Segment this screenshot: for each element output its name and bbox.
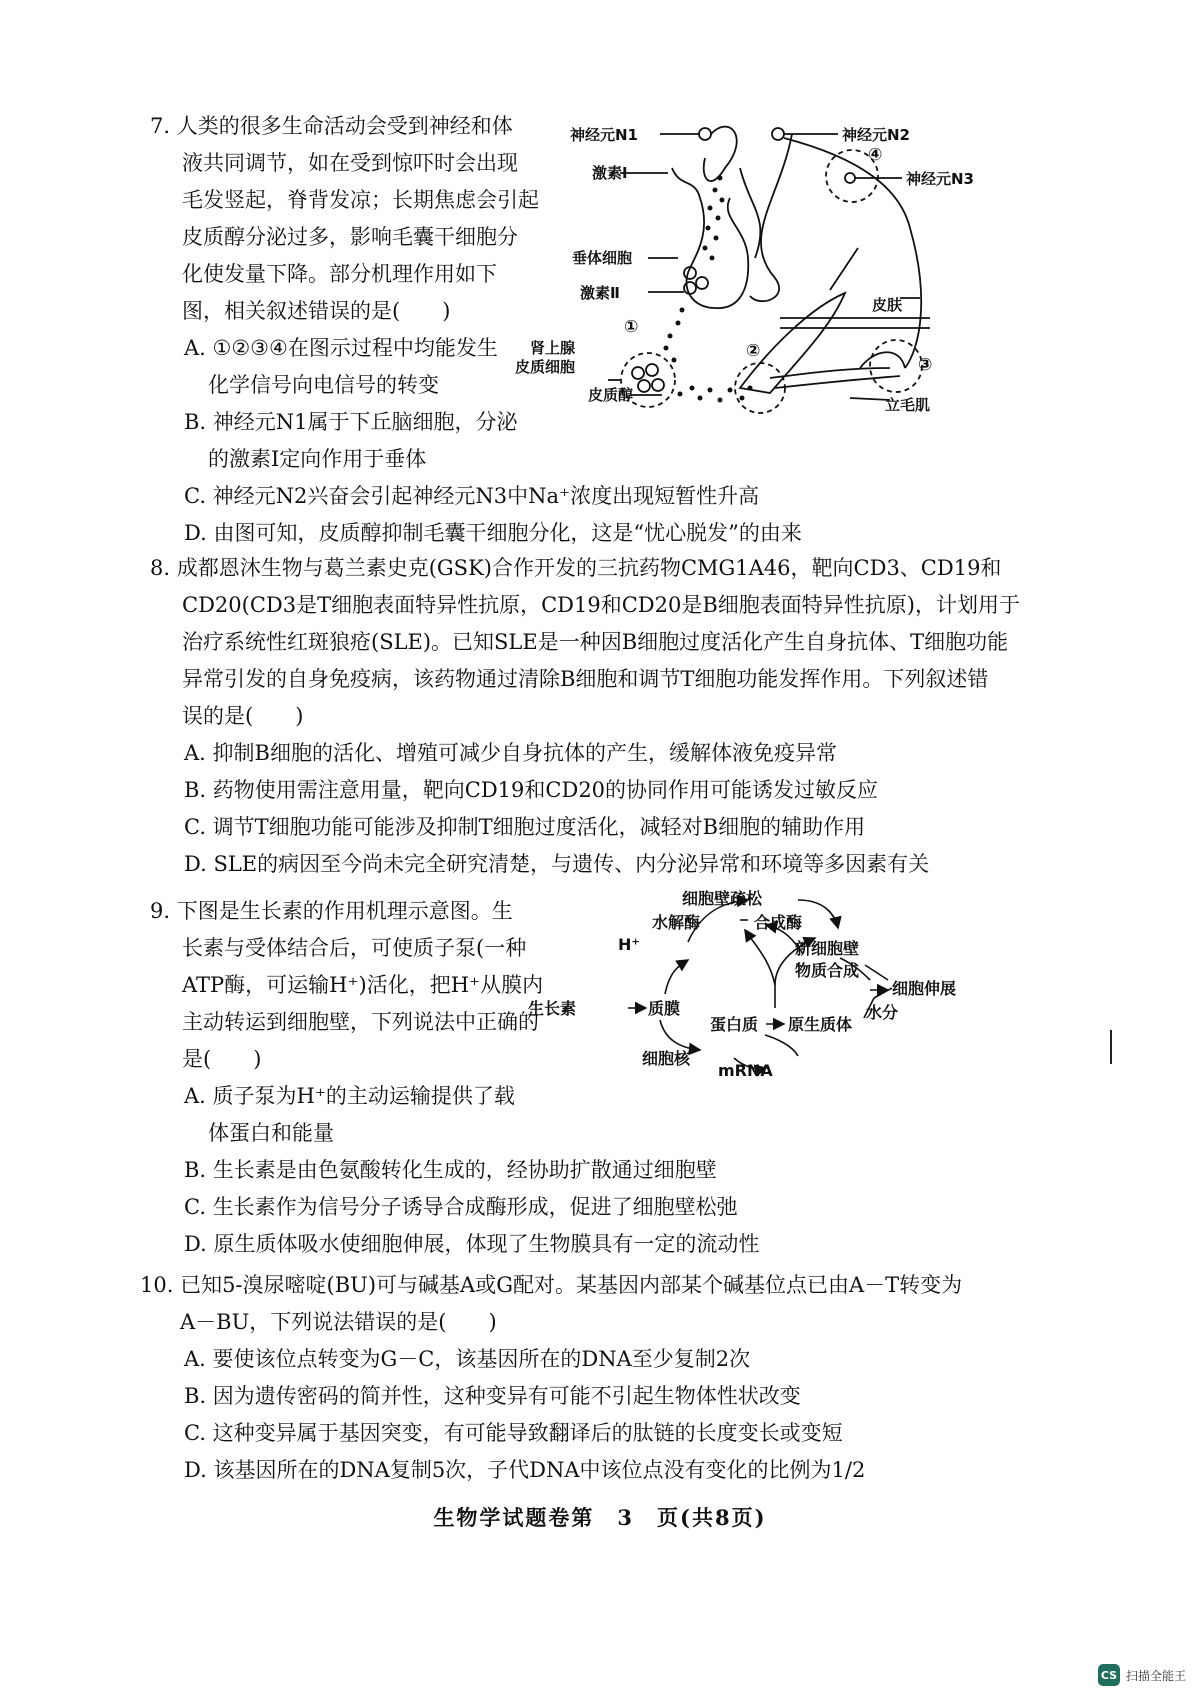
q8-option-a: A. 抑制B细胞的活化、增殖可减少自身抗体的产生，缓解体液免疫异常 <box>184 741 837 765</box>
label-elongation: 细胞伸展 <box>892 979 957 998</box>
label-protein: 蛋白质 <box>710 1015 759 1034</box>
label-adrenal2: 皮质细胞 <box>515 358 576 376</box>
label-hormone1: 激素Ⅰ <box>592 164 628 182</box>
scanner-name: 扫描全能王 <box>1126 1668 1187 1683</box>
label-n2: 神经元N2 <box>842 126 910 144</box>
q10-stem-line: 10. 已知5-溴尿嘧啶(BU)可与碱基A或G配对。某基因内部某个碱基位点已由A－T转变为 <box>140 1273 963 1297</box>
q7-stem-line: 毛发竖起，脊背发凉；长期焦虑会引起 <box>182 188 539 212</box>
label-mrna: mRNA <box>718 1061 773 1080</box>
label-hydrolase: 水解酶 <box>652 913 701 932</box>
label-pituitary: 垂体细胞 <box>572 249 633 267</box>
label-nucleus: 细胞核 <box>642 1049 691 1068</box>
q8-stem-line: CD20(CD3是T细胞表面特异性抗原，CD19和CD20是B细胞表面特异性抗原)，计划用于 <box>182 593 1020 617</box>
scan-mark <box>1110 1030 1112 1064</box>
label-c3: ③ <box>918 355 933 375</box>
label-cortisol: 皮质醇 <box>588 386 634 404</box>
q8-stem-line: 异常引发的自身免疫病，该药物通过清除B细胞和调节T细胞功能发挥作用。下列叙述错 <box>182 667 989 691</box>
label-hormone2: 激素Ⅱ <box>580 284 620 302</box>
label-protoplast: 原生质体 <box>788 1015 853 1034</box>
label-new-wall1: 新细胞壁 <box>795 939 860 958</box>
q9-option-b: B. 生长素是由色氨酸转化生成的，经协助扩散通过细胞壁 <box>184 1158 717 1182</box>
label-skin: 皮肤 <box>872 296 903 314</box>
q9-option-a: A. 质子泵为H⁺的主动运输提供了载 <box>184 1084 515 1108</box>
label-auxin: 生长素 <box>528 999 577 1018</box>
page-footer: 生物学试题卷第 3 页(共8页) <box>433 1505 767 1530</box>
q8-option-b: B. 药物使用需注意用量，靶向CD19和CD20的协同作用可能诱发过敏反应 <box>184 778 879 802</box>
q9-stem-line: 长素与受体结合后，可使质子泵(一种 <box>182 936 527 960</box>
q9-stem-line: 9. 下图是生长素的作用机理示意图。生 <box>150 899 513 923</box>
question-8 <box>150 550 1070 883</box>
q8-stem-line: 误的是( ) <box>182 704 304 728</box>
label-synthase: 合成酶 <box>754 913 803 932</box>
q7-stem-line: 7. 人类的很多生命活动会受到神经和体 <box>150 114 513 138</box>
q8-option-c: C. 调节T细胞功能可能涉及抑制T细胞过度活化，减轻对B细胞的辅助作用 <box>184 815 866 839</box>
label-c4: ④ <box>868 145 883 165</box>
q9-stem-line: 主动转运到细胞壁，下列说法中正确的 <box>182 1010 539 1034</box>
label-water: 水分 <box>866 1003 899 1022</box>
q10-option-a: A. 要使该位点转变为G－C，该基因所在的DNA至少复制2次 <box>184 1347 751 1371</box>
q9-option-a-cont: 体蛋白和能量 <box>208 1121 334 1145</box>
q10-stem-line: A－BU，下列说法错误的是( ) <box>180 1310 497 1334</box>
neuro-endocrine-diagram <box>515 118 1120 448</box>
q9-option-d: D. 原生质体吸水使细胞伸展，体现了生物膜具有一定的流动性 <box>184 1232 760 1256</box>
label-muscle: 立毛肌 <box>885 396 931 414</box>
q7-stem-line: 液共同调节，如在受到惊吓时会出现 <box>182 151 518 175</box>
label-hplus: H⁺ <box>618 935 640 954</box>
q10-option-c: C. 这种变异属于基因突变，有可能导致翻译后的肽链的长度变长或变短 <box>184 1421 843 1445</box>
q7-stem-line: 皮质醇分泌过多，影响毛囊干细胞分 <box>182 225 518 249</box>
q8-stem-line: 8. 成都恩沐生物与葛兰素史克(GSK)合作开发的三抗药物CMG1A46，靶向CD3、CD19和 <box>150 556 1002 580</box>
question-7 <box>150 108 560 478</box>
q7-stem-line: 化使发量下降。部分机理作用如下 <box>182 262 497 286</box>
q7-option-b-cont: 的激素Ⅰ定向作用于垂体 <box>208 447 427 471</box>
q7-option-d: D. 由图可知，皮质醇抑制毛囊干细胞分化，这是“忧心脱发”的由来 <box>184 521 802 545</box>
q10-option-d: D. 该基因所在的DNA复制5次，子代DNA中该位点没有变化的比例为1/2 <box>184 1458 866 1482</box>
label-c2: ② <box>746 341 761 361</box>
label-c1: ① <box>624 317 639 337</box>
q8-stem-line: 治疗系统性红斑狼疮(SLE)。已知SLE是一种因B细胞过度活化产生自身抗体、T细胞功能 <box>182 630 1009 654</box>
q8-option-d: D. SLE的病因至今尚未完全研究清楚，与遗传、内分泌异常和环境等多因素有关 <box>184 852 930 876</box>
label-membrane: 质膜 <box>648 999 681 1018</box>
q10-option-b: B. 因为遗传密码的简并性，这种变异有可能不引起生物体性状改变 <box>184 1384 801 1408</box>
q7-stem-line: 图，相关叙述错误的是( ) <box>182 299 451 323</box>
label-adrenal1: 肾上腺 <box>530 339 576 357</box>
label-n3: 神经元N3 <box>906 170 974 188</box>
q9-stem-line: ATP酶，可运输H⁺)活化，把H⁺从膜内 <box>182 973 544 997</box>
question-7-options-cd <box>184 478 1084 552</box>
label-n1: 神经元N1 <box>570 126 638 144</box>
q7-option-a: A. ①②③④在图示过程中均能发生 <box>184 336 498 360</box>
q9-stem-line: 是( ) <box>182 1047 262 1071</box>
question-9 <box>150 893 570 1152</box>
q7-option-c: C. 神经元N2兴奋会引起神经元N3中Na⁺浓度出现短暂性升高 <box>184 484 760 508</box>
scanner-watermark <box>1098 1664 1186 1686</box>
auxin-mechanism-diagram <box>528 889 1090 1090</box>
q7-option-b: B. 神经元N1属于下丘脑细胞，分泌 <box>184 410 518 434</box>
q9-option-c: C. 生长素作为信号分子诱导合成酶形成，促进了细胞壁松弛 <box>184 1195 738 1219</box>
label-new-wall2: 物质合成 <box>795 961 860 980</box>
scanner-logo-icon: CS <box>1098 1664 1120 1686</box>
question-9-options-bcd <box>184 1152 1084 1263</box>
label-wall-loose: 细胞壁疏松 <box>682 889 763 908</box>
q7-option-a-cont: 化学信号向电信号的转变 <box>208 373 439 397</box>
question-10 <box>140 1267 1080 1489</box>
